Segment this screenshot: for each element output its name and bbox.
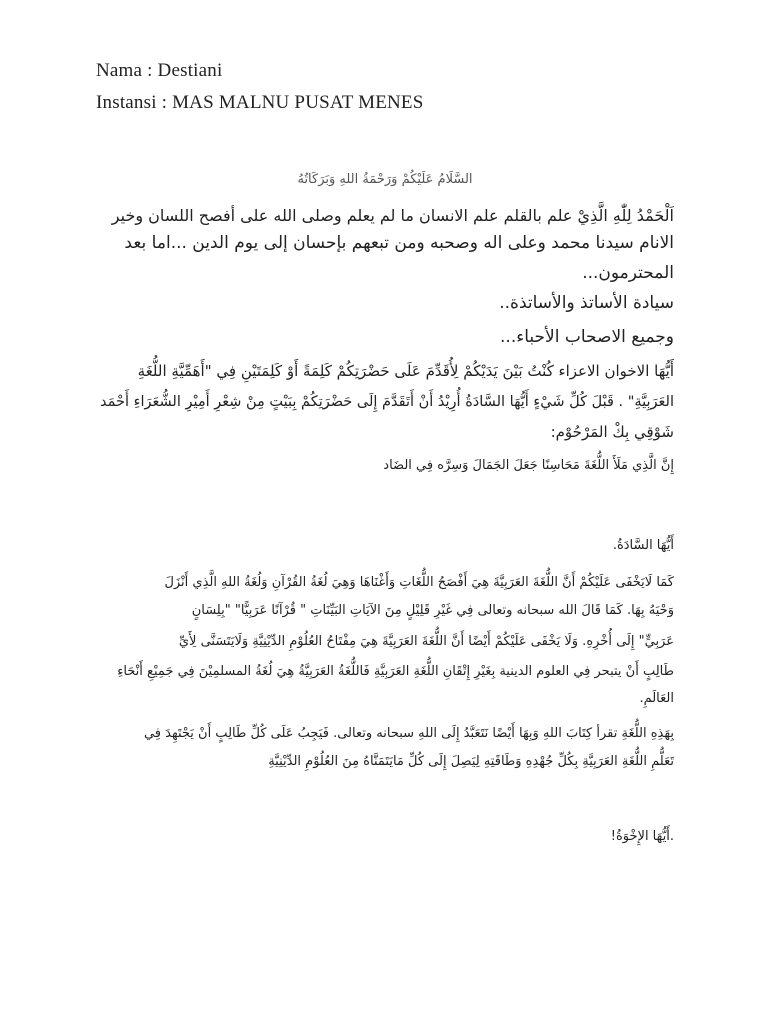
intro-line-3: شَوْقِي بِكْ المَرْحُوْم:	[550, 423, 674, 441]
section-heading-sirs: أَيُّهَا السَّادَةُ.	[612, 538, 674, 553]
poem-line: إِنَّ الَّذِي مَلَأَ اللُّغَةَ مَحَاسِنًا جَعَلَ الجَمَالَ وَسِرَّه فِي الضَاد	[383, 458, 674, 473]
section-heading-brothers: .أَيُّهَا الإِخْوَةُ!	[610, 829, 674, 844]
opening-line-1: اَلْحَمْدُ لِلّٰهِ الَّذِيْ علم بالقلم علم الانسان ما لم يعلم وصلى الله على أفصح اللسان وخير	[111, 206, 674, 225]
greeting-line: السَّلَامُ عَلَيْكُمْ وَرَحْمَةُ اللهِ وَبَرَكَاتُهُ	[297, 172, 473, 187]
name-line: Nama : Destiani	[96, 60, 223, 81]
paragraph1-line-4: طَالِبٍ أَنْ يتبحر فِي العلوم الدينية بِغَيْرِ إِتْقَانِ اللُّغَةِ العَرَبِيَّةِ فَاللُّغَةُ العَرَبِيَّةُ هِيَ لُغَةُ المسلمِيْنَ فِي جَمِيْعِ أَنْحَاءِ	[117, 664, 674, 679]
address-teachers: سيادة الأساتذ والأساتذة..	[499, 293, 674, 313]
opening-line-3: المحترمون...	[582, 263, 674, 283]
opening-line-2: الانام سيدنا محمد وعلى اله وصحبه ومن تبعهم بإحسان إلى يوم الدين ...اما بعد	[124, 233, 674, 253]
paragraph2-line-1: بِهَذِهِ اللُّغَةِ تقرأ كِتَابَ اللهِ وَبِهَا أَيْضًا نَتَعَبَّدُ إِلَى اللهِ سبحانه وتعالى. فَيَجِبُ عَلَى كُلِّ طَالِبٍ أَنْ يَجْتَهِدَ فِي	[143, 726, 674, 741]
intro-line-2: العَرَبِيَّةِ" . قَبْلَ كُلِّ شَيْءٍ أَيُّهَا السَّادَةُ أُرِيْدُ أَنْ أَتَقَدَّمَ إِلَى حَضْرَتِكُمْ بِبَيْتٍ مِنْ شِعْرِ أَمِيْرِ الشُّعَرَاءِ أَحْمَد	[100, 394, 674, 410]
paragraph2-line-2: تَعَلُّمِ اللُّغَةِ العَرَبِيَّةِ بِكُلِّ جُهْدِهِ وَطَاقَتِهِ لِيَصِلَ إِلَى كُلِّ مَايَتَمَنَّاهُ مِنَ العُلُوْمِ الدِّيْنِيَّةِ	[268, 754, 674, 769]
intro-line-1: أَيُّهَا الاخوان الاعزاء كُنْتُ بَيْنَ يَدَيْكُمْ لِأُقَدِّمَ عَلَى حَضْرَتِكُمْ كَلِمَةً أَوْ كَلِمَتَيْنِ فِي "أَهَمِّيَّةِ اللُّغَةِ	[137, 362, 674, 380]
address-friends: وجميع الاصحاب الأحباء...	[500, 327, 674, 347]
paragraph1-line-2: وَحْيَهُ بِهَا. كَمَا قَالَ الله سبحانه وتعالى فِي غَيْرِ قَلِيْلٍ مِنَ الآيَاتِ البَيِّنَاتِ " قُرْآنًا عَرَبِيًّا" "بِلِسَانٍ	[191, 603, 674, 618]
paragraph1-line-3: عَرَبِيٍّ" إِلَى أُخْرِهِ. وَلَا يَخْفَى عَلَيْكُمْ أَيْضًا أَنَّ اللُّغَةَ العَرَبِيَّةَ هِيَ مِفْتَاحُ العُلُوْمِ الدِّيْنِيَّةِ وَلَايَتَسَنَّى لِأَيِّ	[178, 634, 674, 649]
paragraph1-line-1: كَمَا لَايَخْفَى عَلَيْكُمْ أَنَّ اللُّغَةَ العَرَبِيَّةَ هِيَ أَفْصَحُ اللُّغَاتِ وَأَغْنَاهَا وَهِيَ لُغَةُ القُرْآنِ وَلُغَةُ اللهِ الَّذِي أَنْزَلَ	[164, 575, 674, 590]
paragraph1-line-5: العَالَمِ.	[639, 691, 674, 706]
institution-line: Instansi : MAS MALNU PUSAT MENES	[96, 92, 424, 113]
